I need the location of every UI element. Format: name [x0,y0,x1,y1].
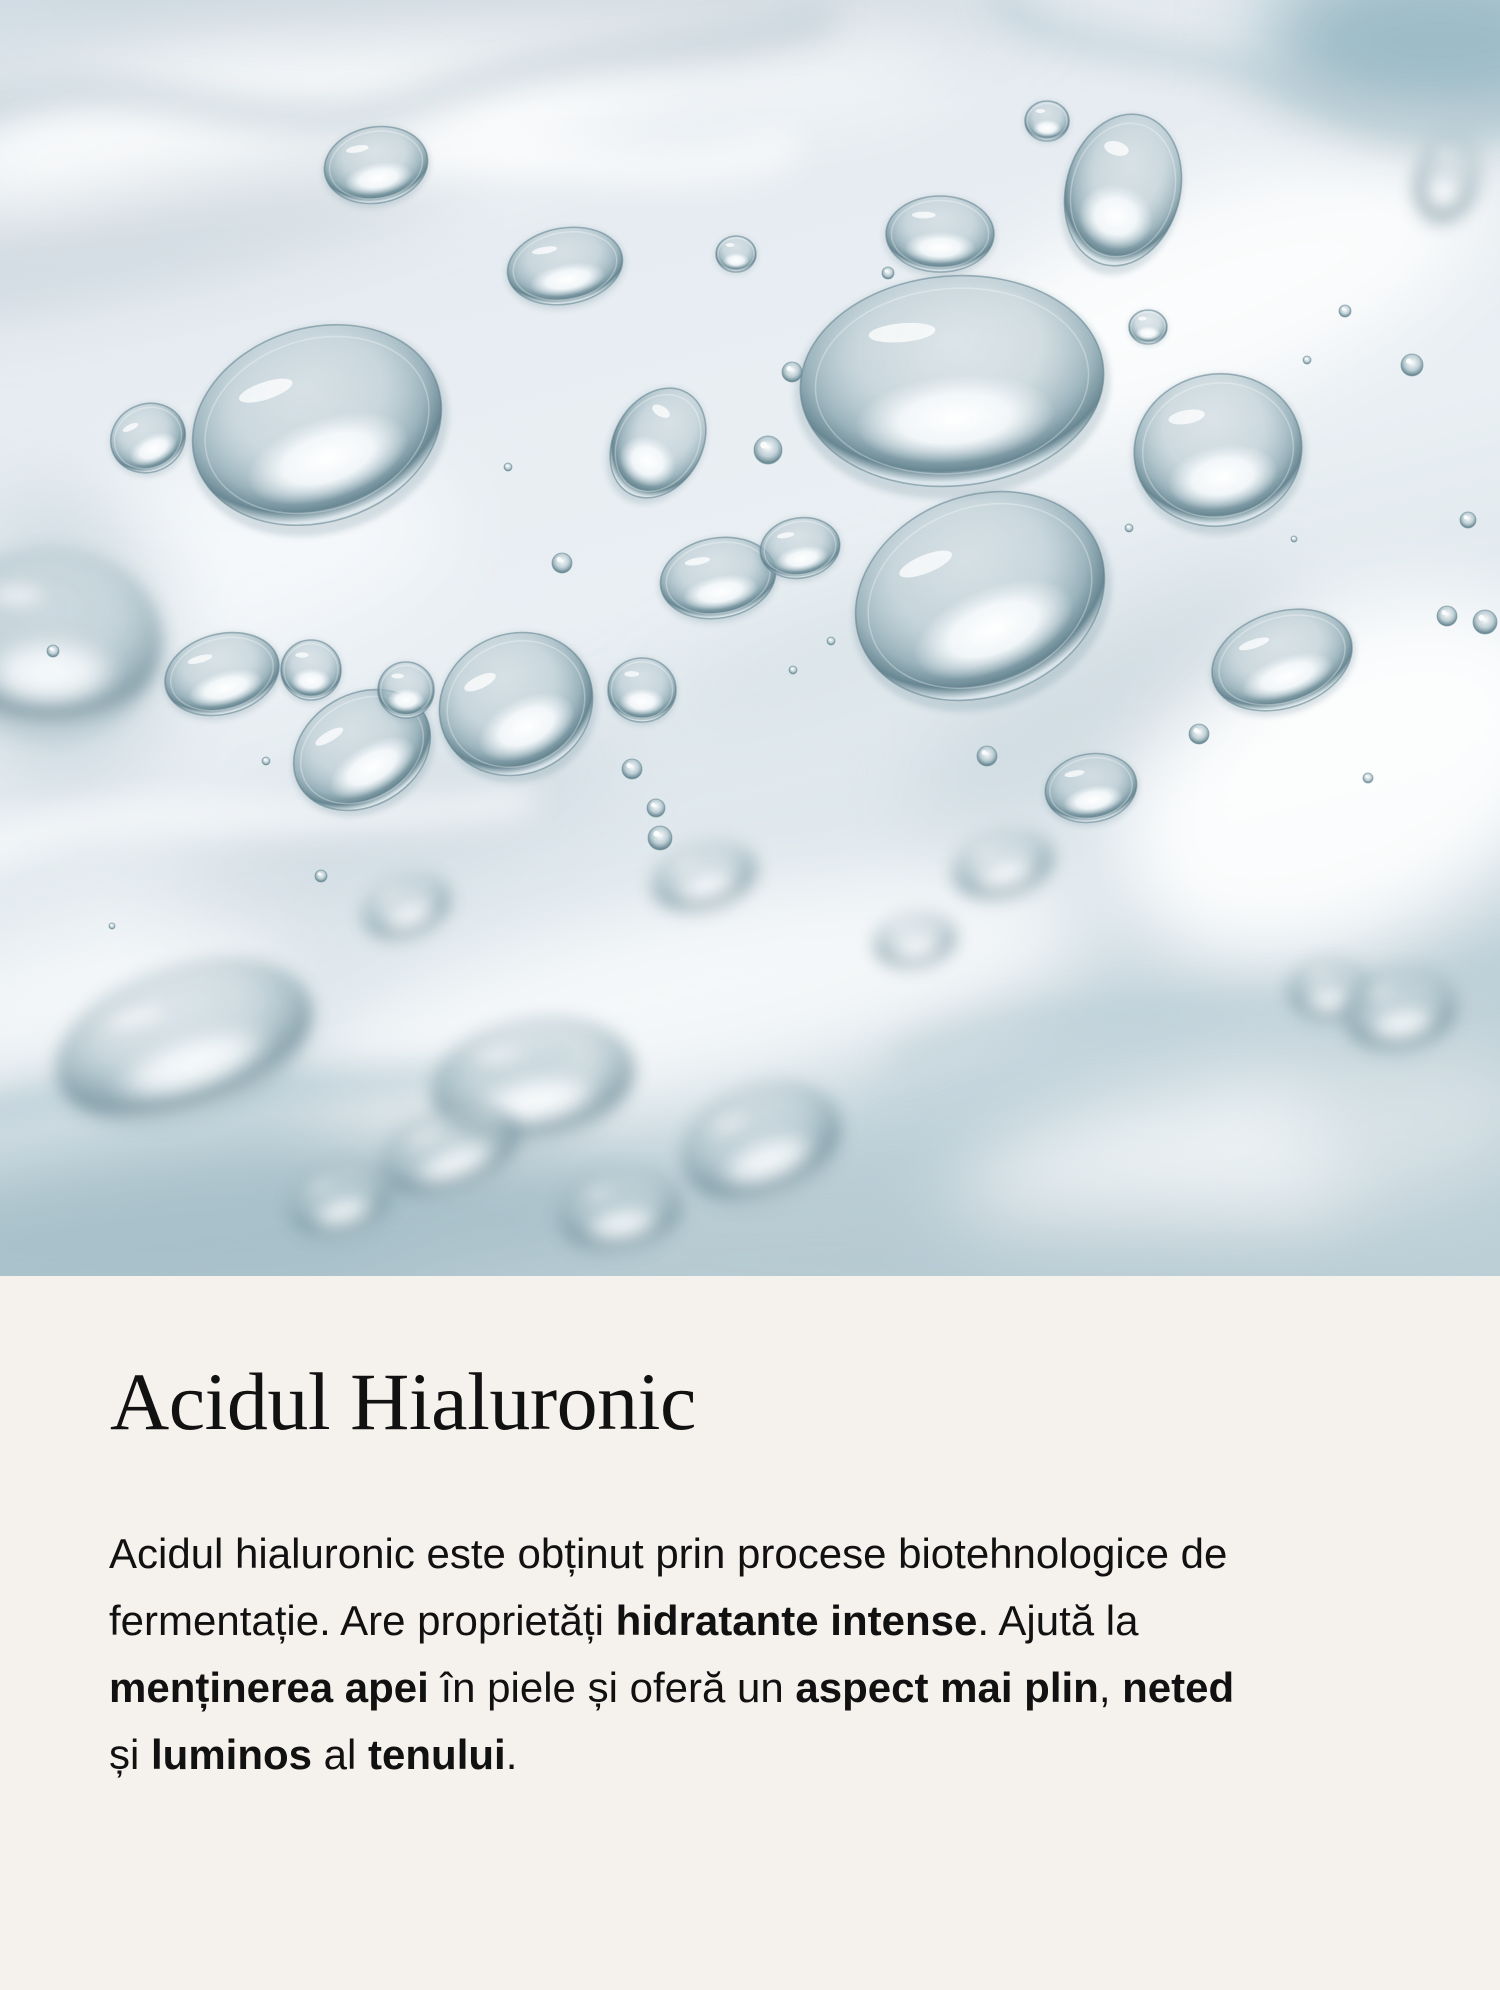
micro-bubble-body [977,746,997,766]
micro-bubble-highlight [1478,615,1484,621]
bubble-reflection [723,253,749,268]
water-bubble [280,640,342,704]
micro-bubble [977,746,997,766]
micro-bubble-body [648,826,672,850]
description-line [109,1721,1234,1788]
description-line [109,1654,1234,1721]
micro-bubble-highlight [1342,307,1345,310]
description-emphasis: tenului [368,1731,506,1778]
micro-bubble-body [1339,305,1351,317]
description-emphasis: hidratante intense [615,1597,978,1644]
micro-bubble-body [504,463,512,471]
micro-bubble [1291,536,1297,542]
bubble-highlight [1138,317,1146,321]
bubble-reflection [1135,326,1160,340]
micro-bubble [1303,356,1311,364]
silk-fold-line [380,150,780,170]
bubble-reflection [620,688,665,715]
description-emphasis: menținerea apei [109,1664,429,1711]
water-bubble [1024,101,1070,143]
micro-bubble-highlight [110,924,112,926]
micro-bubble-highlight [791,668,793,670]
water-bubble [1128,310,1168,346]
micro-bubble [504,463,512,471]
water-bubble [607,658,678,726]
micro-bubble-body [1291,536,1297,542]
micro-bubble [552,553,572,573]
bubble-reflection [904,232,975,264]
bubble-highlight [1309,972,1327,977]
micro-bubble-highlight [787,366,792,371]
micro-bubble-highlight [318,872,321,875]
description-text: în piele și oferă un [428,1664,796,1711]
micro-bubble [47,645,59,657]
micro-bubble [622,759,642,779]
water-bubble [884,196,996,277]
description-text: al [312,1731,369,1778]
micro-bubble-body [109,923,115,929]
micro-bubble-body [782,362,802,382]
micro-bubble [1401,354,1423,376]
micro-bubble [1189,724,1209,744]
water-bubble [715,236,757,274]
micro-bubble [782,362,802,382]
micro-bubble-highlight [760,442,767,449]
bubble-highlight [1036,109,1046,113]
bubble-highlight [295,652,308,657]
micro-bubble-highlight [506,465,508,467]
micro-bubble-highlight [829,639,831,641]
micro-bubble [109,923,115,929]
micro-bubble [1437,606,1457,626]
micro-bubble-highlight [1305,358,1307,360]
micro-bubble-highlight [1292,537,1294,539]
micro-bubble [262,757,270,765]
bubble-reflection [1032,120,1061,137]
micro-bubble [1473,610,1497,634]
micro-bubble [827,637,835,645]
micro-bubble-highlight [982,750,987,755]
description-text: fermentație. Are proprietăți [109,1597,616,1644]
micro-bubble-highlight [1194,728,1199,733]
micro-bubble-body [1189,724,1209,744]
bubble-reflection [388,688,425,712]
micro-bubble [648,826,672,850]
micro-bubble [1363,773,1373,783]
micro-bubble-body [552,553,572,573]
description-emphasis: luminos [151,1731,313,1778]
micro-bubble [1125,524,1133,532]
micro-bubble-body [47,645,59,657]
micro-bubble-highlight [1464,515,1468,519]
description-text: , [1098,1664,1123,1711]
micro-bubble-body [827,637,835,645]
micro-bubble-body [647,799,665,817]
micro-bubble-body [262,757,270,765]
micro-bubble-body [1363,773,1373,783]
micro-bubble-highlight [1406,358,1412,364]
description-line [109,1520,1234,1587]
description [109,1520,1234,1788]
micro-bubble-body [315,870,327,882]
bubble-highlight [624,671,639,677]
micro-bubble-body [1473,610,1497,634]
micro-bubble [1339,305,1351,317]
micro-bubble [315,870,327,882]
micro-bubble-highlight [50,647,53,650]
micro-bubble-highlight [1127,526,1129,528]
micro-bubble [789,666,797,674]
bubble-highlight [391,673,403,678]
micro-bubble-body [789,666,797,674]
micro-bubble [1460,512,1476,528]
description-emphasis: aspect mai plin [795,1664,1099,1711]
description-emphasis: neted [1122,1664,1235,1711]
micro-bubble [647,799,665,817]
micro-bubble-highlight [1442,610,1447,615]
description-text: și [109,1731,151,1778]
micro-bubble-highlight [264,759,266,761]
micro-bubble-body [622,759,642,779]
micro-bubble-body [1460,512,1476,528]
bubble-reflection [291,668,331,693]
text-panel [0,1276,1500,1990]
water-bubble [377,662,435,721]
description-text: . Ajută la [977,1597,1139,1644]
micro-bubble [754,436,782,464]
description-text: . [505,1731,518,1778]
bubble-highlight [912,212,936,219]
bubble-highlight [726,243,735,247]
micro-bubble [882,267,894,279]
micro-bubble-highlight [627,763,632,768]
micro-bubble-highlight [1365,775,1368,778]
micro-bubble-body [1401,354,1423,376]
micro-bubble-highlight [651,803,656,808]
micro-bubble-highlight [885,269,888,272]
micro-bubble-body [1125,524,1133,532]
micro-bubble-body [754,436,782,464]
micro-bubble-highlight [653,831,659,837]
micro-bubble-highlight [557,557,562,562]
micro-bubble-body [1437,606,1457,626]
description-text: Acidul hialuronic este obținut prin procese biotehnologice de [109,1530,1228,1577]
description-line [109,1587,1234,1654]
page-title: Acidul Hialuronic [110,1356,696,1447]
micro-bubble-body [882,267,894,279]
micro-bubble-body [1303,356,1311,364]
